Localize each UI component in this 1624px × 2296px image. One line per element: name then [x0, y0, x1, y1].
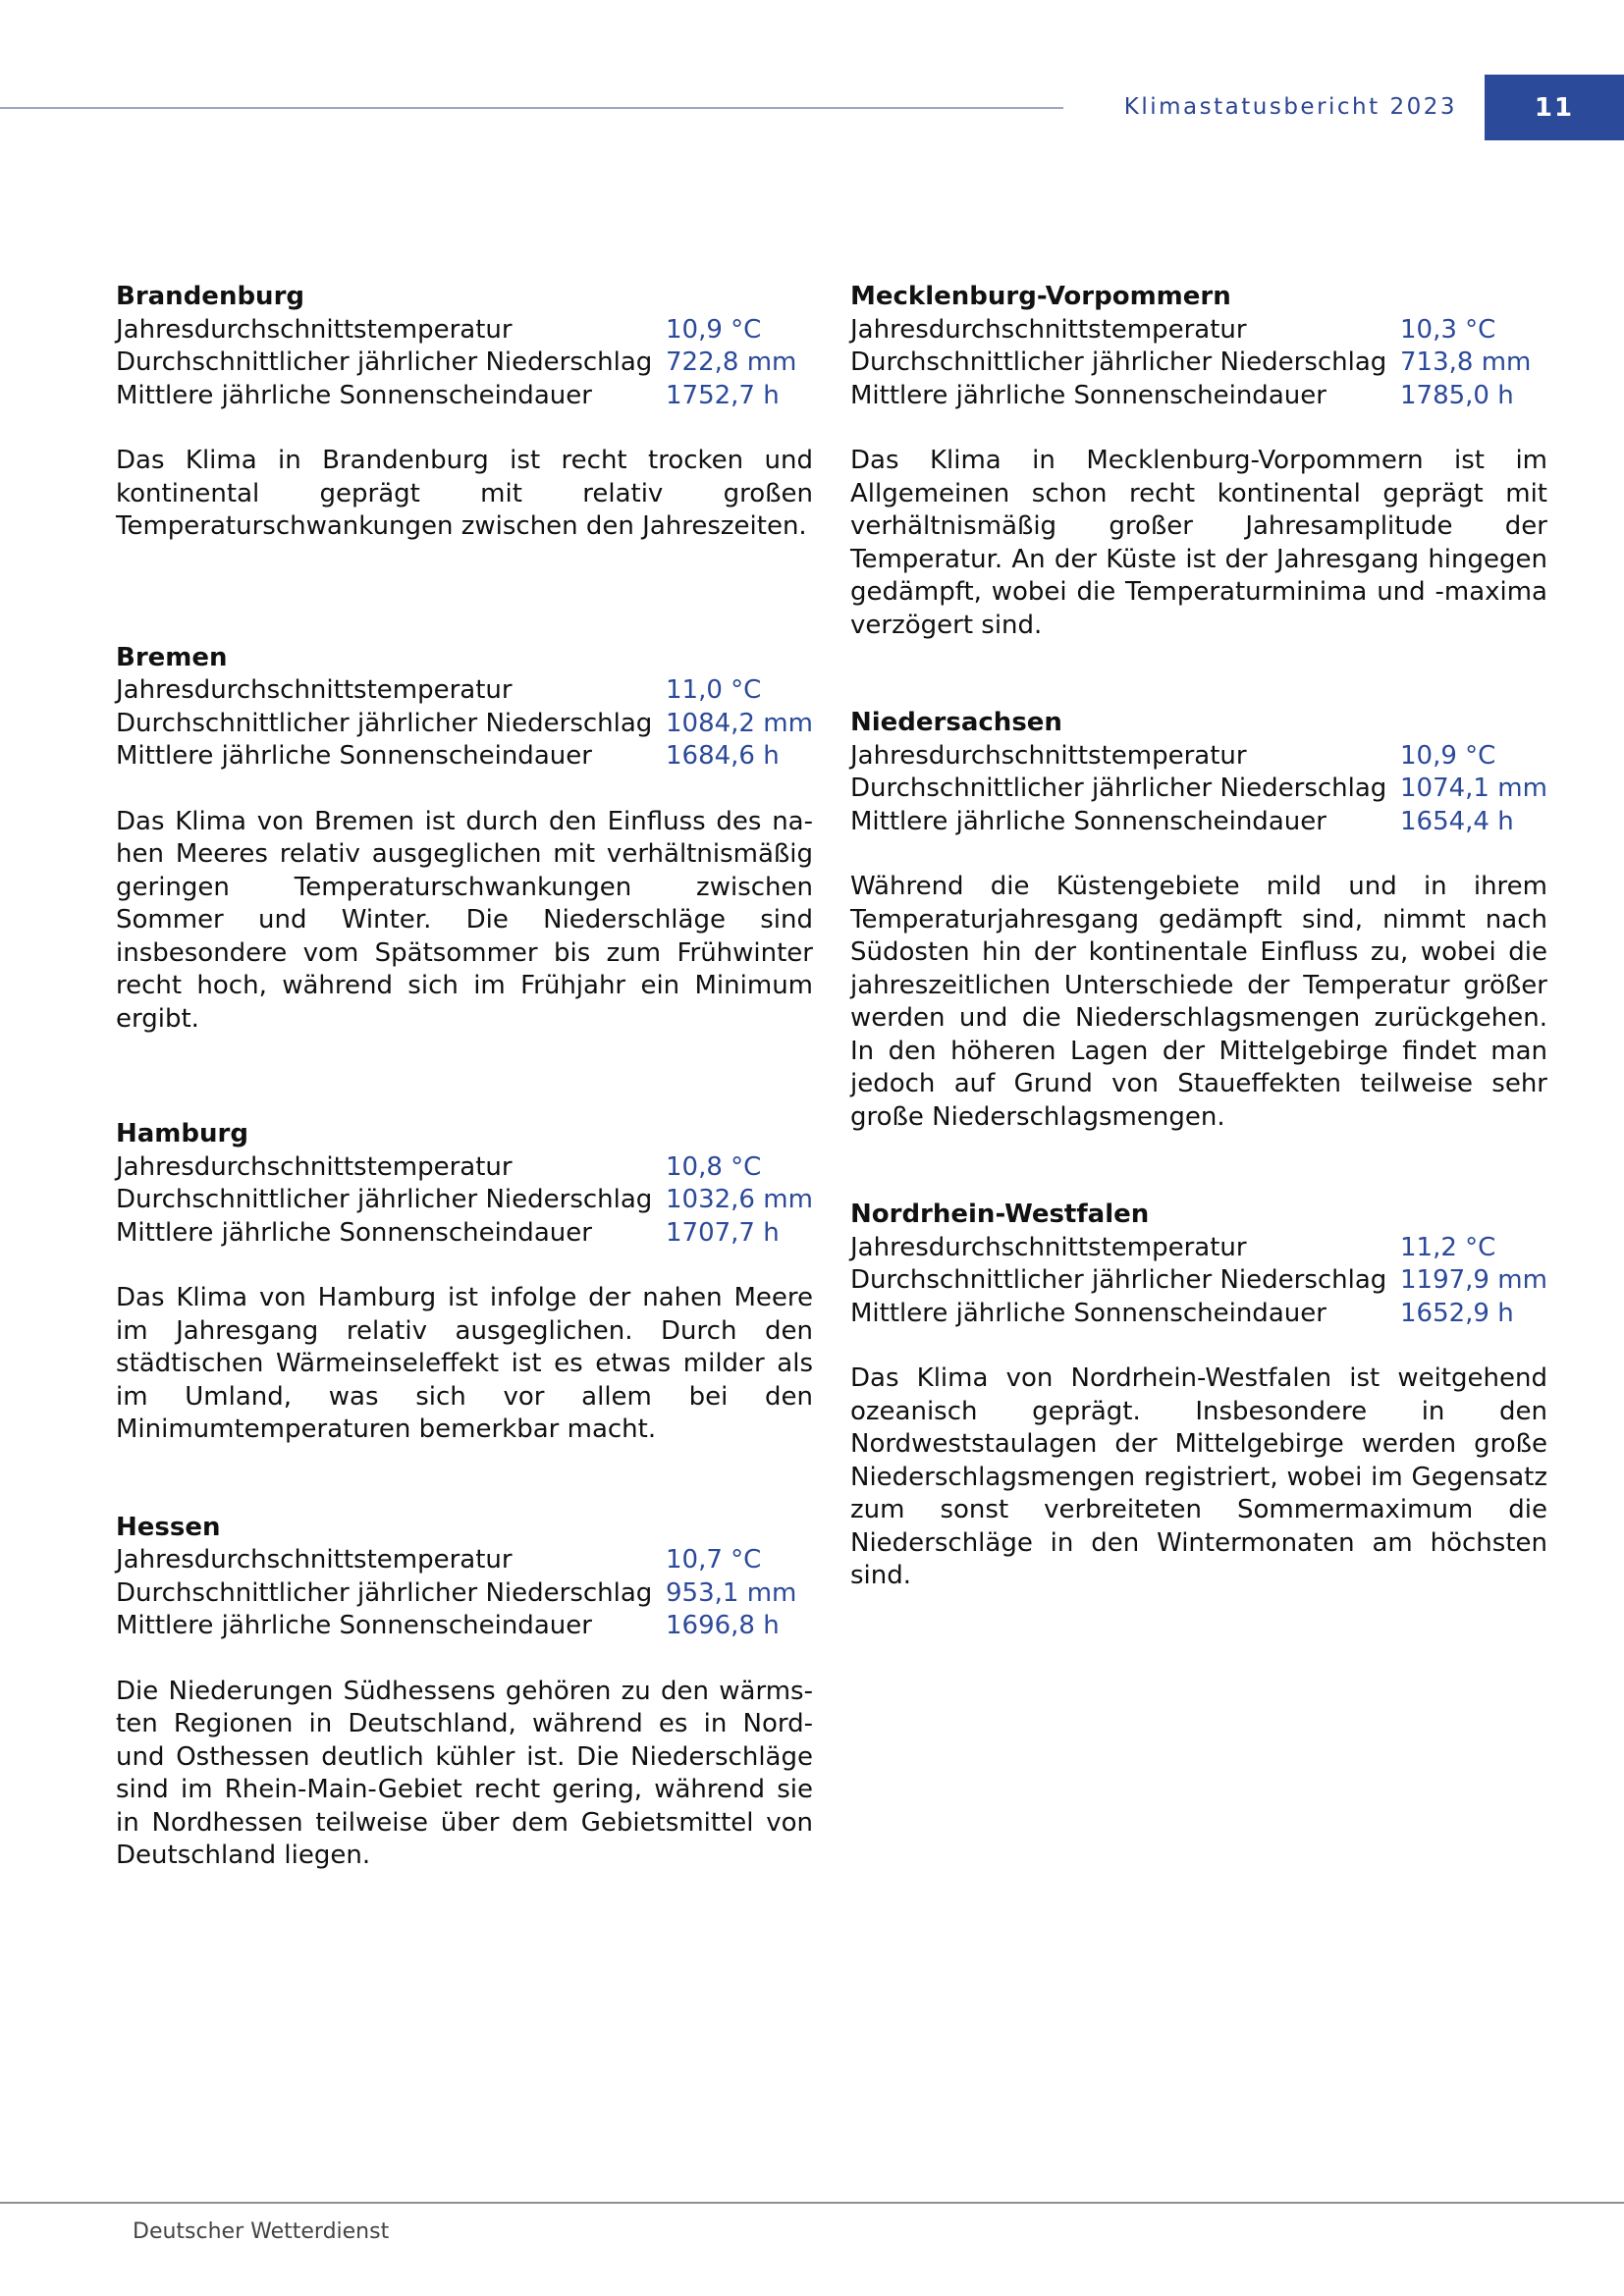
stat-row [116, 708, 813, 741]
stat-row [116, 314, 813, 347]
stat-label: Durchschnittlicher jährlicher Niederschlag [850, 347, 1387, 377]
section-description: Während die Küstengebiete mild und in ihrem Temperaturjahresgang gedämpft sind, nimmt nach Südosten hin der kontinentale Einfluss zu, wobei die jahreszeitlichen Unterschiede der Temperatur größer werden und die Niederschlagsmengen zurückgehen. In den höheren Lagen der Mittelgebirge findet man jedoch auf Grund von Staueffekten teilweise sehr große Niederschlagsmengen. [850, 872, 1547, 1132]
stat-label: Jahresdurchschnittstemperatur [850, 1232, 1247, 1262]
stat-label: Durchschnittlicher jährlicher Niederschlag [116, 347, 653, 377]
stat-value: 1032,6 mm [666, 1185, 813, 1214]
right-column [850, 281, 1547, 1593]
stat-label: Jahresdurchschnittstemperatur [850, 314, 1247, 345]
section-title: Bremen [116, 642, 228, 672]
section-title: Nordrhein-Westfalen [850, 1200, 1150, 1229]
section-description: Das Klima von Hamburg ist infolge der nahen Meere im Jahresgang relativ ausgeglichen. Durch den städtischen Wärmeinseleffekt ist es etwas milder als im Umland, was sich vor allem bei den Minimumtemperaturen bemerkbar macht. [116, 1283, 813, 1444]
stat-label: Mittlere jährliche Sonnenscheindauer [116, 1217, 592, 1248]
section-title: Niedersachsen [850, 708, 1062, 737]
footer-text: Deutscher Wetterdienst [133, 2219, 390, 2244]
stat-value: 1696,8 h [666, 1611, 780, 1640]
stat-row [850, 1298, 1547, 1331]
stat-row [850, 347, 1547, 380]
section-description: Das Klima von Nordrhein-Westfalen ist weitgehend ozeanisch geprägt. Insbesondere in den Nordweststaulagen der Mittelgebirge werden große Niederschlagsmengen registriert, wobei im Gegensatz zum sonst verbreiteten Sommermaximum die Niederschläge in den Wintermonaten am höchsten sind. [850, 1363, 1547, 1590]
stat-value: 1785,0 h [1400, 380, 1514, 410]
stat-value: 10,7 °C [666, 1545, 762, 1575]
stat-value: 953,1 mm [666, 1577, 797, 1608]
section-title: Brandenburg [116, 282, 305, 311]
stat-label: Mittlere jährliche Sonnenscheindauer [116, 741, 592, 771]
stat-row [850, 740, 1547, 774]
stat-row [116, 674, 813, 708]
stat-label: Mittlere jährliche Sonnenscheindauer [850, 806, 1326, 836]
stat-row [850, 1264, 1547, 1298]
stat-label: Durchschnittlicher jährlicher Niederschlag [850, 1265, 1387, 1295]
stat-label: Jahresdurchschnittstemperatur [116, 1151, 513, 1182]
stat-value: 1074,1 mm [1400, 774, 1547, 803]
stat-row [116, 1577, 813, 1611]
section-brandenburg [116, 281, 813, 544]
section-bremen [116, 642, 813, 1037]
stat-label: Jahresdurchschnittstemperatur [116, 314, 513, 345]
stat-label: Durchschnittlicher jährlicher Niederschlag [116, 1577, 653, 1608]
stat-value: 1652,9 h [1400, 1298, 1514, 1328]
section-description: Die Niederungen Südhessens gehören zu den wärmsten Regionen in Deutschland, während es in Nord- und Osthessen deutlich kühler ist. Die Niederschläge sind im Rhein-Main-Gebiet recht gering, während sie in Nordhessen teilweise über dem Gebietsmittel von Deutschland liegen. [116, 1676, 813, 1870]
page-number-badge [1485, 75, 1624, 140]
stat-row [116, 1610, 813, 1643]
section-title: Hamburg [116, 1119, 248, 1148]
section-mecklenburg-vorpommern [850, 281, 1547, 642]
stat-row [116, 380, 813, 413]
stat-label: Durchschnittlicher jährlicher Niederschlag [116, 708, 653, 738]
stat-row [850, 380, 1547, 413]
section-title: Hessen [116, 1512, 221, 1542]
stat-label: Durchschnittlicher jährlicher Niederschlag [850, 774, 1387, 803]
stat-value: 1084,2 mm [666, 708, 813, 738]
section-hessen [116, 1512, 813, 1873]
stat-label: Mittlere jährliche Sonnenscheindauer [850, 380, 1326, 410]
section-title: Mecklenburg-Vorpommern [850, 282, 1231, 311]
stat-row [116, 347, 813, 380]
stat-value: 10,9 °C [666, 314, 762, 345]
stat-label: Mittlere jährliche Sonnenscheindauer [116, 1611, 592, 1640]
stat-value: 1684,6 h [666, 741, 780, 771]
stat-label: Mittlere jährliche Sonnenscheindauer [116, 380, 592, 410]
footer-rule [0, 2202, 1624, 2204]
stat-value: 11,2 °C [1400, 1232, 1496, 1262]
stat-row [116, 1544, 813, 1577]
stat-row [850, 773, 1547, 806]
stat-value: 11,0 °C [666, 675, 762, 705]
stat-row [116, 1184, 813, 1217]
stat-value: 1654,4 h [1400, 806, 1514, 836]
stat-label: Jahresdurchschnittstemperatur [116, 1545, 513, 1575]
stat-value: 10,8 °C [666, 1151, 762, 1182]
stat-row [116, 1151, 813, 1185]
stat-label: Jahresdurchschnittstemperatur [850, 740, 1247, 771]
section-hamburg [116, 1118, 813, 1447]
stat-row [850, 1232, 1547, 1265]
stat-row [850, 314, 1547, 347]
stat-label: Durchschnittlicher jährlicher Niederschlag [116, 1185, 653, 1214]
stat-value: 713,8 mm [1400, 347, 1532, 377]
stat-value: 10,3 °C [1400, 314, 1496, 345]
section-description: Das Klima in Mecklenburg-Vorpommern ist im Allgemeinen schon recht kontinental geprägt mit verhältnismäßig großer Jahresamplitude der Temperatur. An der Küste ist der Jahresgang hingegen gedämpft, wobei die Temperaturminima und -maxima verzögert sind. [850, 446, 1547, 640]
section-nordrhein-westfalen [850, 1199, 1547, 1593]
section-description: Das Klima in Brandenburg ist recht trocken und kontinental geprägt mit relativ großen Temperaturschwankungen zwischen den Jahreszeiten. [116, 446, 813, 541]
header-rule [0, 107, 1063, 109]
stat-label: Mittlere jährliche Sonnenscheindauer [850, 1298, 1326, 1328]
stat-value: 10,9 °C [1400, 740, 1496, 771]
left-column [116, 281, 813, 1873]
stat-value: 1752,7 h [666, 380, 780, 410]
stat-row [850, 806, 1547, 839]
stat-value: 1707,7 h [666, 1217, 780, 1248]
stat-row [116, 740, 813, 774]
stat-value: 1197,9 mm [1400, 1265, 1547, 1295]
stat-row [116, 1217, 813, 1251]
page-number: 11 [1534, 92, 1575, 123]
document-title: Klimastatusbericht 2023 [1123, 94, 1457, 120]
stat-label: Jahresdurchschnittstemperatur [116, 675, 513, 705]
section-niedersachsen [850, 707, 1547, 1134]
stat-value: 722,8 mm [666, 347, 797, 377]
section-description: Das Klima von Bremen ist durch den Einfluss des nahen Meeres relativ ausgeglichen mit verhältnismäßig geringen Temperaturschwankungen zwischen Sommer und Winter. Die Niederschläge sind insbesondere vom Spätsommer bis zum Frühwinter recht hoch, während sich im Frühjahr ein Minimum ergibt. [116, 806, 813, 1034]
